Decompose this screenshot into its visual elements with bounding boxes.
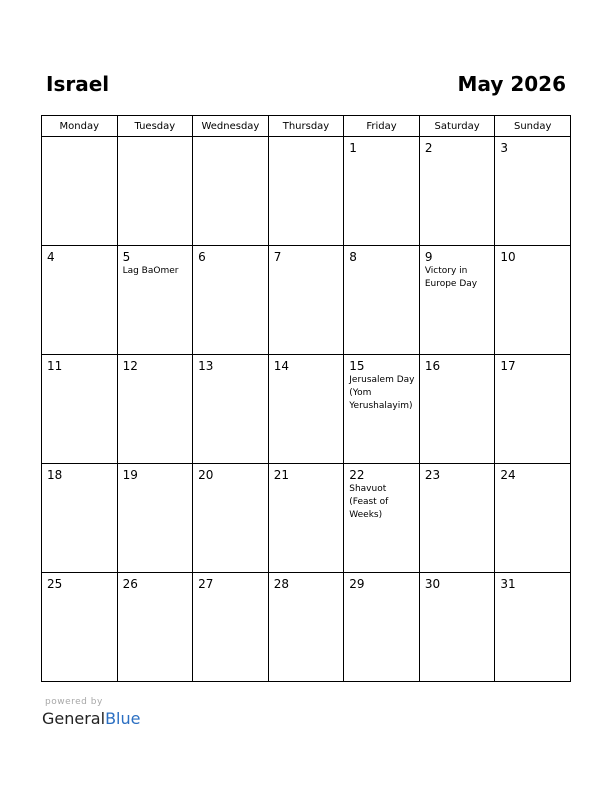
day-cell — [117, 464, 193, 573]
day-cell — [268, 573, 344, 682]
day-number: 6 — [198, 250, 206, 264]
holiday-label: Victory in Europe Day — [424, 266, 478, 289]
day-cell — [268, 246, 344, 355]
day-number: 11 — [47, 359, 63, 373]
day-cell — [344, 464, 420, 573]
day-cell — [268, 137, 344, 246]
weekday-monday: Monday — [42, 116, 118, 137]
day-number: 20 — [198, 468, 214, 482]
calendar-grid — [41, 115, 571, 682]
powered-by-text: powered by — [45, 697, 103, 707]
day-cell — [42, 355, 118, 464]
day-number: 24 — [500, 468, 516, 482]
day-number: 5 — [122, 250, 131, 264]
month-year-title: May 2026 — [457, 72, 566, 96]
day-number: 31 — [500, 577, 516, 591]
footer-branding — [42, 696, 140, 729]
weekday-tuesday: Tuesday — [117, 116, 193, 137]
day-number: 16 — [424, 359, 441, 373]
country-title: Israel — [46, 72, 110, 96]
day-number: 4 — [47, 250, 55, 264]
day-cell — [193, 355, 269, 464]
weekday-header-row — [42, 116, 571, 137]
day-cell — [495, 137, 571, 246]
day-cell — [117, 137, 193, 246]
day-number: 19 — [122, 468, 138, 482]
day-number: 27 — [198, 577, 214, 591]
day-cell — [495, 246, 571, 355]
holiday-label: Jerusalem Day (Yom Yerushalayim) — [349, 375, 415, 411]
day-cell — [495, 573, 571, 682]
day-number: 12 — [122, 359, 138, 373]
day-number: 2 — [424, 141, 433, 155]
week-row — [42, 137, 571, 246]
day-number: 22 — [349, 468, 365, 482]
day-number: 25 — [47, 577, 63, 591]
day-cell — [42, 464, 118, 573]
day-number: 7 — [273, 250, 282, 264]
holiday-label: Shavuot (Feast of Weeks) — [349, 484, 389, 520]
day-cell — [117, 355, 193, 464]
day-number: 8 — [349, 250, 357, 264]
holiday-label: Lag BaOmer — [122, 266, 179, 276]
weekday-thursday: Thursday — [268, 116, 344, 137]
brand-blue-text: Blue — [105, 709, 141, 728]
day-number: 30 — [424, 577, 441, 591]
day-cell — [419, 355, 495, 464]
day-number: 21 — [273, 468, 289, 482]
week-row — [42, 573, 571, 682]
day-number: 10 — [500, 250, 516, 264]
day-number: 14 — [273, 359, 289, 373]
day-number: 28 — [273, 577, 289, 591]
weekday-saturday: Saturday — [419, 116, 495, 137]
generalblue-logo — [42, 709, 140, 729]
day-number: 29 — [349, 577, 365, 591]
day-cell — [344, 137, 420, 246]
week-row — [42, 246, 571, 355]
day-cell — [268, 355, 344, 464]
day-cell — [419, 464, 495, 573]
day-cell — [117, 573, 193, 682]
day-cell — [193, 137, 269, 246]
day-cell — [193, 246, 269, 355]
day-cell — [419, 137, 495, 246]
brand-general-text: General — [42, 709, 106, 728]
day-cell — [344, 246, 420, 355]
week-row — [42, 464, 571, 573]
weekday-friday: Friday — [344, 116, 420, 137]
day-number: 15 — [349, 359, 365, 373]
day-cell — [42, 137, 118, 246]
day-number: 26 — [122, 577, 138, 591]
day-number: 3 — [500, 141, 509, 155]
day-cell — [193, 573, 269, 682]
day-cell — [495, 355, 571, 464]
day-number: 23 — [424, 468, 441, 482]
day-cell — [344, 355, 420, 464]
day-cell — [42, 246, 118, 355]
day-number: 18 — [47, 468, 63, 482]
weekday-sunday: Sunday — [495, 116, 571, 137]
day-cell — [268, 464, 344, 573]
week-row — [42, 355, 571, 464]
day-number: 9 — [424, 250, 433, 264]
day-cell — [419, 573, 495, 682]
day-cell — [344, 573, 420, 682]
day-cell — [193, 464, 269, 573]
day-number: 17 — [500, 359, 516, 373]
day-number: 1 — [349, 141, 357, 155]
day-cell — [42, 573, 118, 682]
day-number: 13 — [198, 359, 214, 373]
weekday-wednesday: Wednesday — [193, 116, 269, 137]
day-cell — [495, 464, 571, 573]
day-cell — [117, 246, 193, 355]
day-cell — [419, 246, 495, 355]
